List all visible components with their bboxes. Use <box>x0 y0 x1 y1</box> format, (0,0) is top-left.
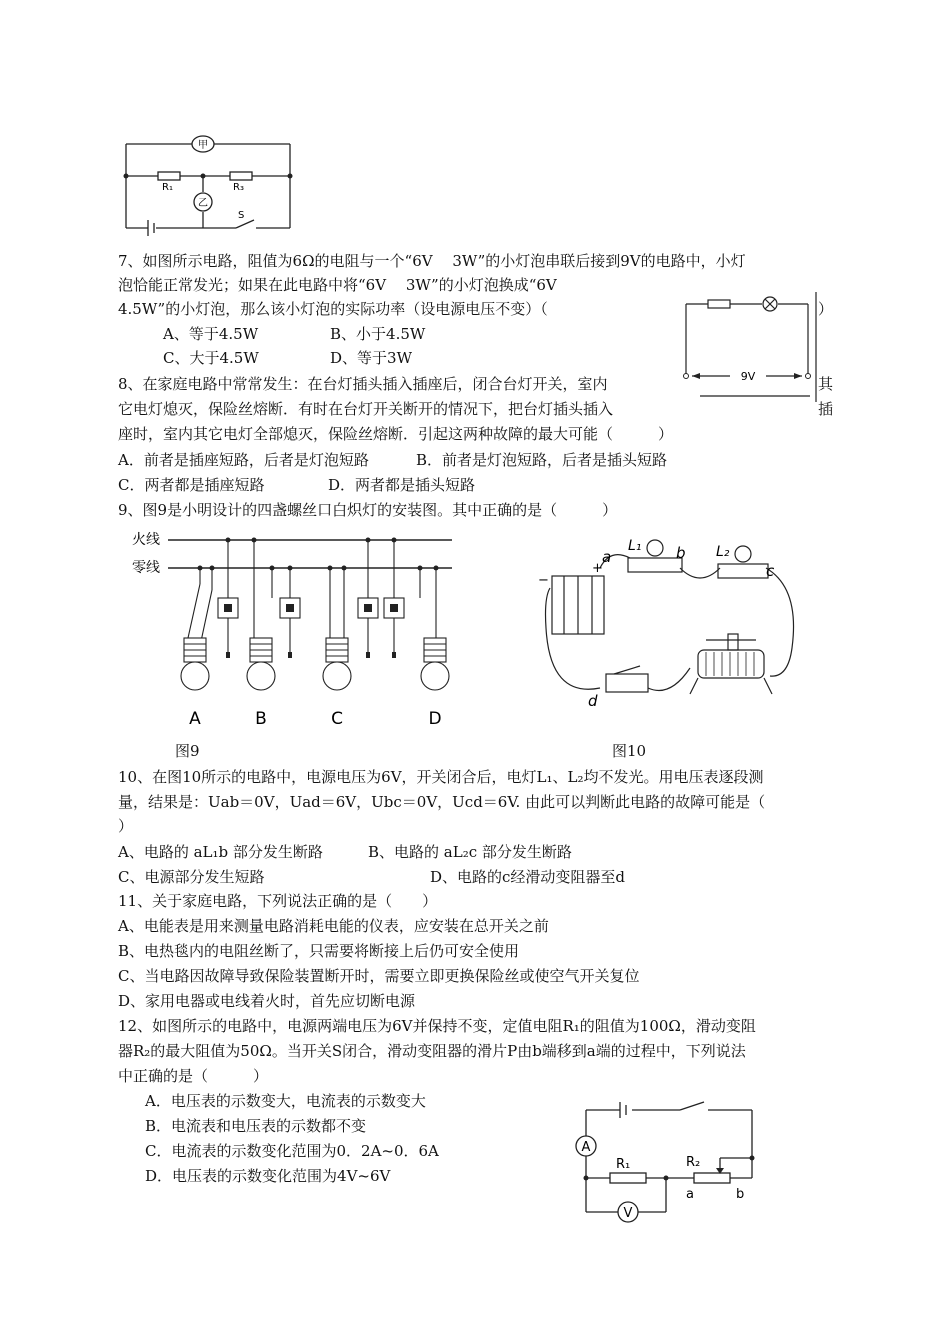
q8-option-a: A．前者是插座短路，后者是灯泡短路 <box>118 451 369 469</box>
q8-line1: 8、在家庭电路中常常发生：在台灯插头插入插座后，闭合台灯开关，室内 <box>118 375 608 393</box>
q10-option-c: C、电源部分发生短路 <box>118 868 265 886</box>
ammeter-icon: A <box>581 1140 591 1155</box>
q8-option-b: B．前者是灯泡短路，后者是插头短路 <box>416 451 668 469</box>
lamp-label-c: C <box>331 709 343 728</box>
r1-label: R₁ <box>162 182 173 193</box>
q12-circuit-figure <box>570 1100 760 1224</box>
q10-line2: 量，结果是：Uab＝0V，Uad＝6V，Ubc＝0V，Ucd＝6V. 由此可以判断此电路的故障可能是（ <box>118 793 766 811</box>
q12-line1: 12、如图所示的电路中，电源两端电压为6V并保持不变，定值电阻R₁的阻值为100Ω，滑动变阻 <box>118 1017 756 1035</box>
q8-line1-end: 其 <box>818 375 834 393</box>
q12-option-c: C．电流表的示数变化范围为0．2A~0．6A <box>145 1142 439 1160</box>
q10-option-b: B、电路的 aL₂c 部分发生断路 <box>368 843 572 861</box>
q7-9v-label: 9V <box>740 370 756 383</box>
fig10-plus: + <box>592 561 603 576</box>
q8-line2: 它电灯熄灭，保险丝熔断．有时在台灯开关断开的情况下，把台灯插头插入 <box>118 400 614 418</box>
q8-line2-end: 插 <box>818 400 834 418</box>
q7-circuit-figure <box>678 292 818 402</box>
q12-option-d: D．电压表的示数变化范围为4V~6V <box>145 1167 391 1185</box>
lamp-label-b: B <box>255 709 267 728</box>
q11-option-c: C、当电路因故障导致保险装置断开时，需要立即更换保险丝或使空气开关复位 <box>118 967 640 985</box>
fig10-l1-label: L₁ <box>628 538 642 554</box>
r3-label: R₃ <box>233 182 244 193</box>
q12-line3: 中正确的是（ ） <box>118 1067 269 1085</box>
s-label: S <box>238 210 245 221</box>
fig10-point-d: d <box>588 692 598 710</box>
fig10-circuit-drawing <box>530 528 810 718</box>
q8-line3: 座时，室内其它电灯全部熄灭，保险丝熔断．引起这两种故障的最大可能（ ） <box>118 425 674 443</box>
q7-line3: 4.5W”的小灯泡，那么该小灯泡的实际功率（设电源电压不变）（ <box>118 300 548 318</box>
jia-label: 甲 <box>198 140 208 151</box>
live-wire-label: 火线 <box>132 532 160 548</box>
top-circuit-figure <box>118 126 298 238</box>
lamp-label-a: A <box>189 709 201 728</box>
q7-line2: 泡恰能正常发光；如果在此电路中将“6V 3W”的小灯泡换成“6V <box>118 276 557 294</box>
fig10-point-a: a <box>602 548 612 566</box>
q7-line1: 7、如图所示电路，阻值为6Ω的电阻与一个“6V 3W”的小灯泡串联后接到9V的电路中，小灯 <box>118 252 746 270</box>
q12-r2-label: R₂ <box>686 1155 701 1170</box>
q11-option-d: D、家用电器或电线着火时，首先应切断电源 <box>118 992 416 1010</box>
fig10-caption: 图10 <box>612 742 647 760</box>
q12-point-a: a <box>686 1187 694 1202</box>
q10-line1: 10、在图10所示的电路中，电源电压为6V，开关闭合后，电灯L₁、L₂均不发光。用电压表逐段测 <box>118 768 764 786</box>
q11-option-a: A、电能表是用来测量电路消耗电能的仪表，应安装在总开关之前 <box>118 917 549 935</box>
q12-r1-label: R₁ <box>616 1157 631 1172</box>
fig9-caption: 图9 <box>175 742 200 760</box>
q8-option-d: D．两者都是插头短路 <box>328 476 476 494</box>
neutral-wire-label: 零线 <box>132 560 160 576</box>
q12-point-b: b <box>736 1187 745 1202</box>
q10-option-d: D、电路的c经滑动变阻器至d <box>430 868 626 886</box>
q12-line2: 器R₂的最大阻值为50Ω。当开关S闭合，滑动变阻器的滑片P由b端移到a端的过程中，下列说法 <box>118 1042 746 1060</box>
q10-option-a: A、电路的 aL₁b 部分发生断路 <box>118 843 323 861</box>
q12-option-b: B．电流表和电压表的示数都不变 <box>145 1117 367 1135</box>
yi-label: 乙 <box>198 198 208 209</box>
q9-line1: 9、图9是小明设计的四盏螺丝口白炽灯的安装图。其中正确的是（ ） <box>118 501 618 519</box>
fig10-minus: − <box>538 573 549 588</box>
q7-line3-end: ） <box>818 300 834 318</box>
q11-option-b: B、电热毯内的电阻丝断了，只需要将断接上后仍可安全使用 <box>118 942 520 960</box>
q11-line1: 11、关于家庭电路，下列说法正确的是（ ） <box>118 892 438 910</box>
voltmeter-icon: V <box>623 1206 633 1221</box>
fig9-wiring-diagram <box>130 528 460 728</box>
q8-option-c: C．两者都是插座短路 <box>118 476 265 494</box>
fig10-point-c: c <box>766 562 775 580</box>
q10-line3: ） <box>118 817 134 835</box>
lamp-label-d: D <box>428 709 442 728</box>
fig10-point-b: b <box>676 544 686 562</box>
q7-option-b: B、小于4.5W <box>330 325 426 343</box>
q7-option-c: C、大于4.5W <box>163 349 259 367</box>
q7-option-a: A、等于4.5W <box>163 325 259 343</box>
fig10-l2-label: L₂ <box>716 544 730 560</box>
q7-option-d: D、等于3W <box>330 349 412 367</box>
q12-option-a: A．电压表的示数变大，电流表的示数变大 <box>145 1092 426 1110</box>
